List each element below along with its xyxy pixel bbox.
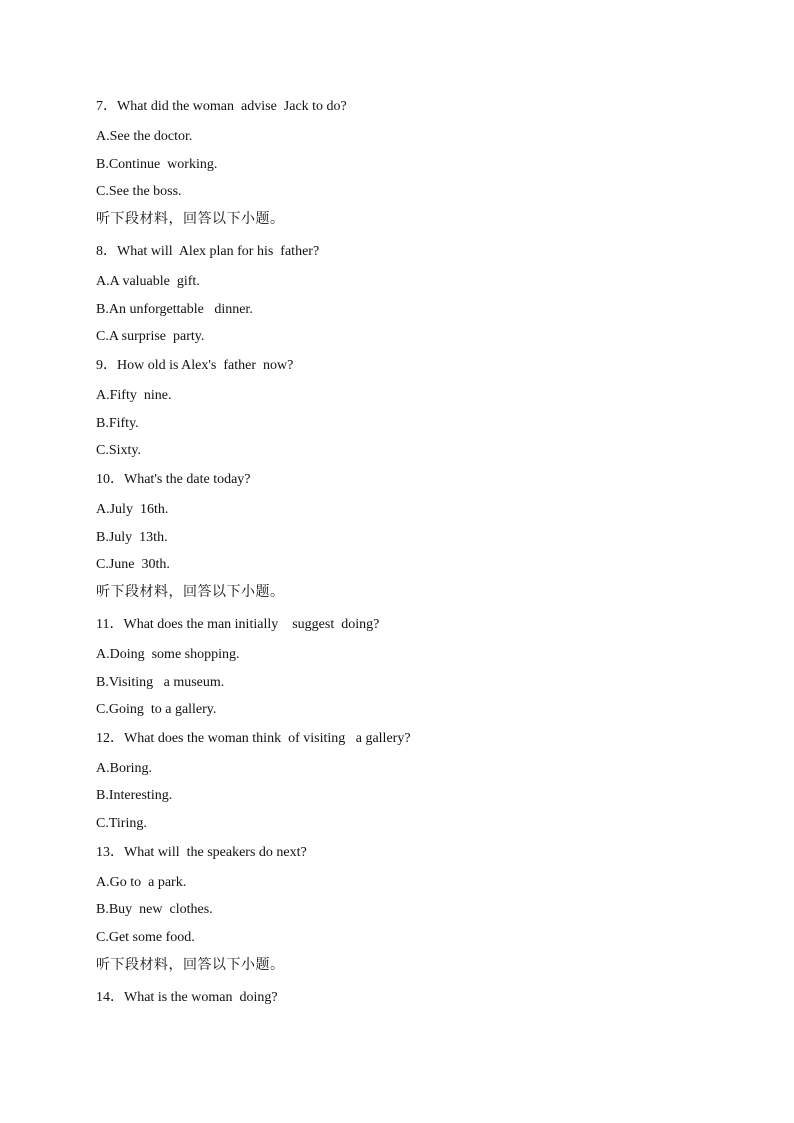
option-10c: C.June 30th. (96, 557, 170, 572)
option-8b: B.An unforgettable dinner. (96, 302, 253, 317)
option-12b: B.Interesting. (96, 788, 173, 803)
question-11: 11．What does the man initially suggest doing? (96, 617, 380, 632)
option-9a: A.Fifty nine. (96, 388, 172, 403)
question-7: 7．What did the woman advise Jack to do? (96, 99, 347, 114)
option-13c: C.Get some food. (96, 930, 195, 945)
question-10: 10．What's the date today? (96, 472, 251, 487)
option-11a: A.Doing some shopping. (96, 647, 240, 662)
question-13: 13．What will the speakers do next? (96, 845, 307, 860)
listening-instruction: 听下段材料，回答以下小题。 (96, 957, 285, 973)
option-12c: C.Tiring. (96, 816, 147, 831)
option-7a: A.See the doctor. (96, 129, 193, 144)
option-13a: A.Go to a park. (96, 875, 187, 890)
option-9b: B.Fifty. (96, 416, 139, 431)
option-11b: B.Visiting a museum. (96, 675, 225, 690)
option-9c: C.Sixty. (96, 443, 141, 458)
listening-instruction: 听下段材料，回答以下小题。 (96, 211, 285, 227)
option-7c: C.See the boss. (96, 184, 182, 199)
option-12a: A.Boring. (96, 761, 152, 776)
question-14: 14．What is the woman doing? (96, 990, 278, 1005)
option-10a: A.July 16th. (96, 502, 169, 517)
question-9: 9．How old is Alex's father now? (96, 358, 294, 373)
option-8a: A.A valuable gift. (96, 274, 200, 289)
question-8: 8．What will Alex plan for his father? (96, 244, 320, 259)
option-11c: C.Going to a gallery. (96, 702, 217, 717)
question-12: 12．What does the woman think of visiting a gallery? (96, 731, 411, 746)
listening-instruction: 听下段材料，回答以下小题。 (96, 584, 285, 600)
option-10b: B.July 13th. (96, 530, 168, 545)
option-7b: B.Continue working. (96, 157, 218, 172)
option-8c: C.A surprise party. (96, 329, 205, 344)
option-13b: B.Buy new clothes. (96, 902, 213, 917)
